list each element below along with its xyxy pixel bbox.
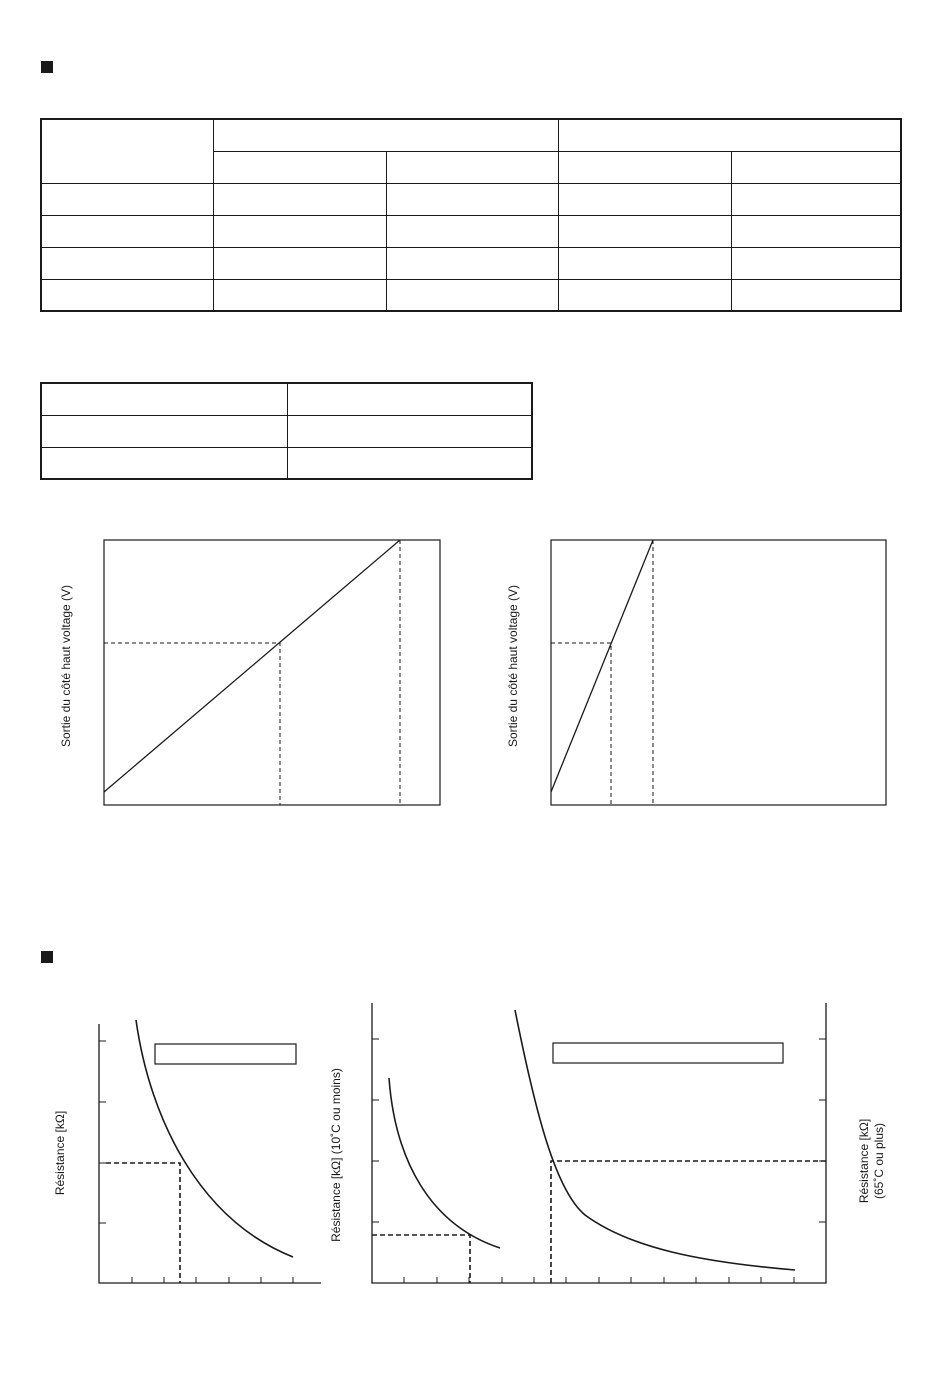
- thermistor-left-x-ticks: [132, 1277, 293, 1283]
- thermistor-right-ylabel-left: Résistance [kΩ] (10˚C ou moins): [329, 1068, 343, 1242]
- thermistor-right-ylabel-right-line2: (65˚C ou plus): [872, 1122, 886, 1200]
- graph1-frame: [104, 540, 440, 805]
- thermistor-right-dashed-guide-low: [372, 1235, 470, 1283]
- graph1: [104, 540, 440, 805]
- thermistor-right-legend-box: [553, 1043, 783, 1063]
- thermistor-right-right-y-ticks: [819, 1039, 826, 1222]
- graph1-dashed-guide: [104, 643, 280, 805]
- thermistor-right-x-ticks: [404, 1277, 794, 1283]
- thermistor-right-axes: [372, 1003, 826, 1283]
- thermistor-left-ylabel: Résistance [kΩ]: [53, 1110, 67, 1196]
- graph1-line: [104, 540, 400, 792]
- graph2-line: [551, 540, 653, 792]
- graph2-frame: [551, 540, 886, 805]
- graph1-ylabel: Sortie du côté haut voltage (V): [59, 584, 73, 748]
- thermistor-right-low-temp-curve: [389, 1078, 500, 1248]
- graph2: [551, 540, 886, 805]
- thermistor-left-axes: [99, 1024, 321, 1283]
- graph2-ylabel: Sortie du côté haut voltage (V): [506, 584, 520, 748]
- thermistor-left-legend-box: [155, 1044, 296, 1064]
- thermistor-right-left-y-ticks: [372, 1039, 379, 1222]
- thermistor-right-ylabel-right-line1: Résistance [kΩ]: [857, 1118, 871, 1204]
- thermistor-right-high-temp-curve: [515, 1010, 795, 1270]
- thermistor-left-y-ticks: [99, 1041, 106, 1223]
- thermistor-left-dashed-guide: [106, 1163, 180, 1283]
- thermistor-right-chart: [372, 1003, 826, 1283]
- thermistor-right-dashed-guide-high: [551, 1161, 826, 1283]
- thermistor-left-curve: [136, 1020, 293, 1257]
- thermistor-left-chart: [99, 1020, 321, 1283]
